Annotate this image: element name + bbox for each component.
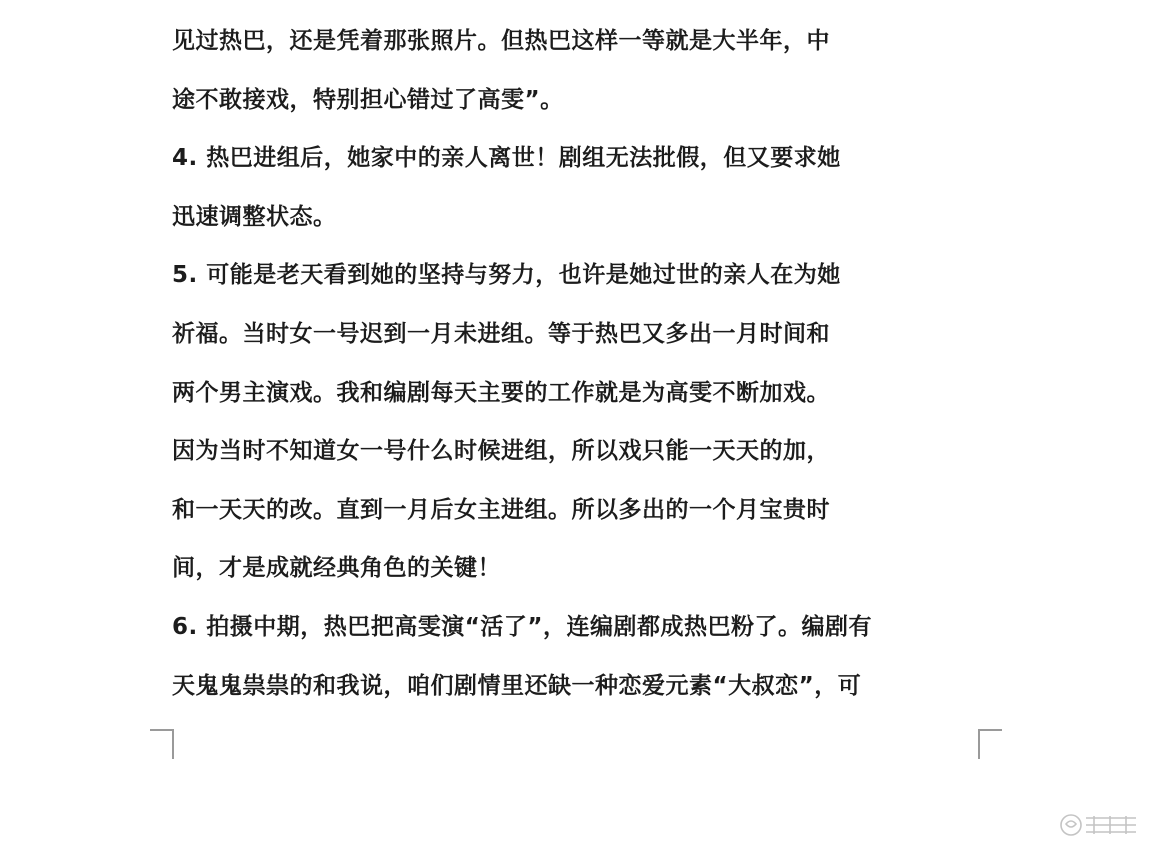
page-margin-corner-left xyxy=(150,729,174,759)
text-line: 见过热巴，还是凭着那张照片。但热巴这样一等就是大半年，中 xyxy=(172,28,830,54)
text-line: 祈福。当时女一号迟到一月未进组。等于热巴又多出一月时间和 xyxy=(172,320,830,347)
text-line: 天鬼鬼祟祟的和我说，咱们剧情里还缺一种恋爱元素“大叔恋”，可 xyxy=(172,672,862,699)
text-line: 4. 热巴进组后，她家中的亲人离世！剧组无法批假，但又要求她 xyxy=(172,145,841,172)
watermark-logo-icon xyxy=(1058,812,1142,838)
text-line: 6. 拍摄中期，热巴把高雯演“活了”，连编剧都成热巴粉了。编剧有 xyxy=(172,613,872,640)
text-line: 迅速调整状态。 xyxy=(172,203,337,230)
text-line: 和一天天的改。直到一月后女主进组。所以多出的一个月宝贵时 xyxy=(172,496,830,523)
article-text xyxy=(172,12,992,715)
text-line: 途不敢接戏，特别担心错过了高雯”。 xyxy=(172,86,564,113)
page-margin-corner-right xyxy=(978,729,1002,759)
text-line: 两个男主演戏。我和编剧每天主要的工作就是为高雯不断加戏。 xyxy=(172,379,830,406)
text-line: 因为当时不知道女一号什么时候进组，所以戏只能一天天的加， xyxy=(172,438,830,465)
text-line: 5. 可能是老天看到她的坚持与努力，也许是她过世的亲人在为她 xyxy=(172,262,841,289)
text-line: 间，才是成就经典角色的关键！ xyxy=(172,555,501,582)
